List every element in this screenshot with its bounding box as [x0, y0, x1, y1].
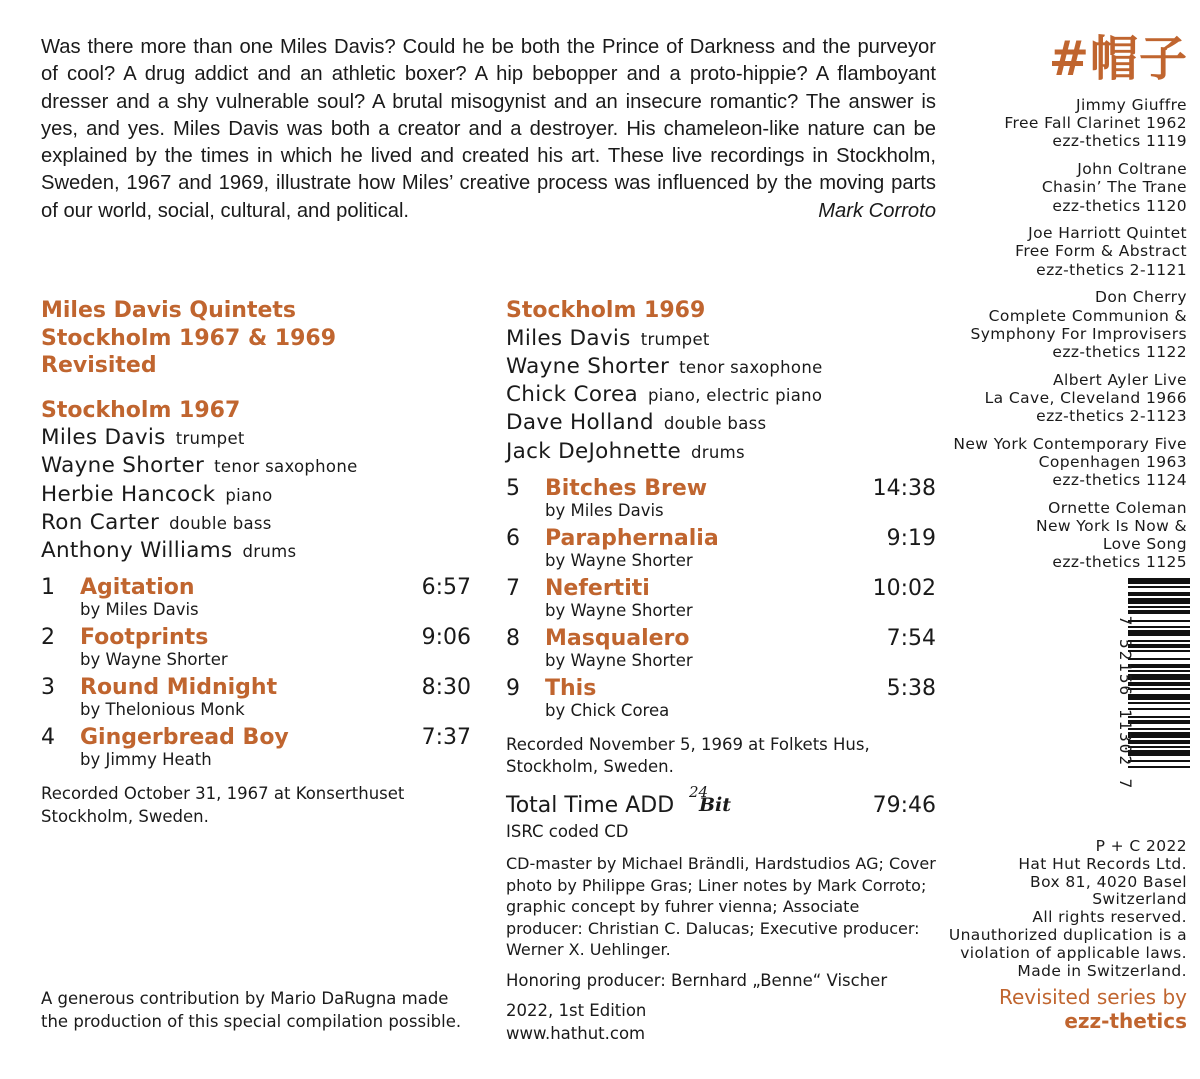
- musician-name: Wayne Shorter: [506, 353, 670, 379]
- track-composer: by Wayne Shorter: [80, 650, 228, 670]
- series-entry: [947, 499, 1187, 572]
- track-duration: 7:54: [886, 625, 936, 651]
- track-row: [41, 575, 471, 625]
- musician-name: Dave Holland: [506, 410, 654, 436]
- revisited-line-2: ezz-thetics: [1064, 1009, 1187, 1033]
- track-number: 5: [506, 475, 520, 501]
- series-catalog: ezz-thetics 1119: [1052, 132, 1187, 151]
- musician-role: trumpet: [640, 329, 710, 349]
- revisited-line-1: Revisited series by: [999, 985, 1187, 1009]
- barcode-bar: [1128, 766, 1190, 768]
- barcode-bar: [1128, 640, 1190, 642]
- barcode-bar: [1128, 586, 1190, 588]
- barcode-bar: [1128, 746, 1190, 748]
- barcode-bar: [1128, 694, 1190, 700]
- contribution-line-2: the production of this special compilation possible.: [41, 1011, 462, 1031]
- series-entry: [947, 224, 1187, 279]
- barcode-bar: [1128, 740, 1190, 744]
- track-duration: 9:19: [886, 525, 936, 551]
- credits: CD-master by Michael Brändli, Hardstudios AG; Cover photo by Philippe Gras; Liner notes by Mark Corroto; graphic concept by fuhrer vienna; Associate producer: Christian C. Dalucas; Executive producer: Werner X. Uehlinger.: [506, 854, 936, 960]
- album-title-line-2: Stockholm 1967 & 1969: [41, 325, 337, 351]
- track-duration: 6:57: [421, 575, 471, 601]
- total-time-row: [506, 782, 936, 821]
- track-row: [506, 526, 936, 576]
- musician: [506, 353, 936, 381]
- musician-name: Chick Corea: [506, 382, 638, 408]
- track-title: This: [545, 675, 597, 701]
- recorded-1967-line-1: Recorded October 31, 1967 at Konserthuset: [41, 784, 405, 804]
- musician-role: drums: [690, 442, 745, 462]
- barcode-bar: [1128, 670, 1190, 672]
- series-entry: [947, 435, 1187, 490]
- recorded-1969-line-2: Stockholm, Sweden.: [506, 757, 674, 777]
- track-number: 6: [506, 525, 520, 551]
- musician-role: piano, electric piano: [647, 386, 823, 406]
- series-title: Symphony For Improvisers: [970, 324, 1187, 343]
- track-title: Gingerbread Boy: [80, 725, 289, 751]
- musicians-1967: [41, 424, 471, 565]
- track-composer: by Wayne Shorter: [545, 650, 693, 670]
- musician-role: trumpet: [175, 429, 245, 448]
- album-title-line-3: Revisited: [41, 353, 157, 378]
- barcode-bar: [1128, 650, 1190, 652]
- series-title: Copenhagen 1963: [1038, 452, 1187, 471]
- musician: [41, 424, 471, 452]
- track-duration: 5:38: [886, 675, 936, 701]
- musician-name: Ron Carter: [41, 509, 160, 535]
- series-catalog: ezz-thetics 1125: [1052, 553, 1187, 572]
- series-artist: Albert Ayler Live: [1053, 370, 1187, 389]
- track-title: Paraphernalia: [545, 525, 719, 551]
- legal-line: Unauthorized duplication is a: [948, 925, 1187, 944]
- musician-name: Miles Davis: [41, 425, 166, 450]
- barcode-bar: [1128, 626, 1190, 628]
- bit-badge-label: Bit: [699, 793, 732, 816]
- series-title: Complete Communion &: [988, 306, 1187, 325]
- musician-role: double bass: [663, 414, 767, 434]
- musician-role: tenor saxophone: [679, 357, 823, 377]
- legal-line: Hat Hut Records Ltd.: [1018, 854, 1187, 873]
- barcode-bar: [1128, 708, 1190, 710]
- track-composer: by Thelonious Monk: [80, 700, 245, 720]
- series-catalog: ezz-thetics 2-1123: [1036, 407, 1187, 426]
- track-duration: 9:06: [421, 625, 471, 651]
- track-row: [506, 626, 936, 676]
- musician-name: Herbie Hancock: [41, 481, 216, 507]
- series-title: Chasin’ The Trane: [1041, 178, 1187, 197]
- barcode-bar: [1128, 720, 1190, 724]
- legal-line: violation of applicable laws.: [960, 943, 1187, 962]
- barcode: [1104, 576, 1190, 832]
- barcode-bar: [1128, 644, 1190, 648]
- legal-line: P + C 2022: [1095, 837, 1187, 855]
- track-title: Bitches Brew: [545, 475, 708, 501]
- track-duration: 14:38: [872, 475, 936, 501]
- series-catalog: ezz-thetics 1122: [1052, 342, 1187, 361]
- series-artist: Joe Harriott Quintet: [1028, 224, 1187, 243]
- middle-column: [506, 297, 936, 1045]
- recorded-1969-line-1: Recorded November 5, 1969 at Folkets Hus,: [506, 734, 870, 754]
- musician: [41, 481, 471, 509]
- track-duration: 7:37: [421, 725, 471, 751]
- total-time-value: 79:46: [872, 792, 936, 818]
- track-composer: by Wayne Shorter: [545, 550, 693, 570]
- barcode-bar: [1128, 688, 1190, 690]
- barcode-bar: [1128, 664, 1190, 668]
- track-number: 2: [41, 625, 55, 651]
- series-entry: [947, 160, 1187, 215]
- track-composer: by Chick Corea: [545, 700, 670, 720]
- series-title: Free Form & Abstract: [1015, 242, 1187, 261]
- musician-name: Jack DeJohnette: [506, 438, 681, 464]
- track-title: Round Midnight: [80, 675, 278, 701]
- barcode-bar: [1128, 610, 1190, 614]
- legal-line: Made in Switzerland.: [1017, 961, 1187, 980]
- barcode-bar: [1128, 760, 1190, 762]
- contribution-note: [41, 988, 471, 1033]
- musician-name: Miles Davis: [506, 325, 631, 351]
- musician: [506, 325, 936, 353]
- album-title-line-1: Miles Davis Quintets: [41, 298, 297, 323]
- stockholm-1969-heading: Stockholm 1969: [506, 298, 706, 323]
- musician-role: tenor saxophone: [214, 457, 358, 477]
- legal-block: [947, 838, 1187, 980]
- track-composer: by Jimmy Heath: [80, 750, 212, 770]
- legal-line: All rights reserved.: [1032, 908, 1187, 927]
- honoring-producer: Honoring producer: Bernhard „Benne“ Vischer: [506, 970, 888, 990]
- barcode-bar: [1128, 750, 1190, 756]
- track-number: 9: [506, 675, 520, 701]
- musician-role: piano: [225, 485, 273, 505]
- track-composer: by Miles Davis: [545, 500, 664, 520]
- barcode-bar: [1128, 578, 1190, 584]
- recorded-1969: [506, 734, 936, 779]
- track-number: 4: [41, 725, 55, 751]
- track-title: Nefertiti: [545, 575, 650, 601]
- track-composer: by Miles Davis: [80, 600, 199, 620]
- track-number: 8: [506, 625, 520, 651]
- track-row: [506, 576, 936, 626]
- series-catalog: ezz-thetics 1124: [1052, 471, 1187, 490]
- musician: [506, 438, 936, 466]
- legal-line: Switzerland: [1092, 890, 1187, 909]
- barcode-bar: [1128, 674, 1190, 680]
- track-number: 3: [41, 675, 55, 701]
- series-title: Love Song: [1102, 535, 1187, 554]
- track-title: Masqualero: [545, 625, 690, 651]
- barcode-bar: [1128, 682, 1190, 686]
- barcode-bar: [1128, 592, 1190, 596]
- recorded-1967-line-2: Stockholm, Sweden.: [41, 806, 209, 826]
- tracklist-1967: [41, 575, 471, 775]
- track-duration: 10:02: [872, 575, 936, 601]
- musician: [41, 537, 471, 565]
- tracklist-1969: [506, 476, 936, 726]
- barcode-bar: [1128, 716, 1190, 718]
- track-row: [506, 476, 936, 526]
- track-row: [41, 625, 471, 675]
- track-number: 7: [506, 575, 520, 601]
- series-title: New York Is Now &: [1035, 517, 1187, 536]
- series-artist: Don Cherry: [1095, 288, 1187, 307]
- barcode-bar: [1128, 728, 1190, 730]
- track-row: [506, 676, 936, 726]
- track-number: 1: [41, 575, 55, 601]
- intro-author: Mark Corroto: [818, 199, 936, 222]
- track-composer: by Wayne Shorter: [545, 600, 693, 620]
- barcode-bar: [1128, 732, 1190, 738]
- series-artist: John Coltrane: [1077, 160, 1187, 179]
- intro-text: Was there more than one Miles Davis? Could he be both the Prince of Darkness and the purveyor of cool? A drug addict and an athletic boxer? A hip bebopper and a proto-hippie? A flamboyant dresser and a shy vulnerable soul? A brutal misogynist and an insecure romantic? The answer is yes, and yes. Miles Davis was both a creator and a destroyer. His chameleon-like nature can be explained by the times in which he lived and created his art. These live recordings in Stockholm, Sweden, 1967 and 1969, illustrate how Miles’ creative process was influenced by the moving parts of our world, social, cultural, and political.: [41, 36, 936, 222]
- recorded-1967: [41, 783, 471, 828]
- intro-paragraph: [41, 34, 936, 225]
- musician-name: Anthony Williams: [41, 538, 233, 564]
- revisited-series: [999, 985, 1187, 1033]
- stockholm-1967-heading: Stockholm 1967: [41, 397, 241, 423]
- musician-role: double bass: [169, 513, 272, 533]
- contribution-line-1: A generous contribution by Mario DaRugna made: [41, 989, 449, 1008]
- track-title: Footprints: [80, 625, 209, 651]
- musician: [41, 452, 471, 480]
- barcode-bar: [1128, 630, 1190, 636]
- series-entry: [947, 288, 1187, 361]
- barcode-digits: 7 52156 11302 7: [1116, 615, 1135, 791]
- musician-role: drums: [242, 542, 297, 562]
- left-column: [41, 297, 471, 828]
- track-title: Agitation: [80, 575, 195, 601]
- series-title: La Cave, Cleveland 1966: [984, 388, 1187, 407]
- series-entry: [947, 96, 1187, 151]
- bit-badge-number: 24: [689, 782, 709, 801]
- series-title: Free Fall Clarinet 1962: [1004, 114, 1187, 133]
- barcode-bar: [1128, 620, 1190, 622]
- musician: [506, 409, 936, 437]
- series-artist: Ornette Coleman: [1048, 498, 1187, 517]
- musician-name: Wayne Shorter: [41, 453, 205, 479]
- musicians-1969: [506, 325, 936, 466]
- musician: [41, 509, 471, 537]
- isrc-note: ISRC coded CD: [506, 821, 629, 841]
- legal-line: Box 81, 4020 Basel: [1030, 872, 1187, 891]
- barcode-bar: [1128, 702, 1190, 704]
- barcode-bar: [1128, 658, 1190, 660]
- total-time-label: Total Time ADD: [506, 792, 675, 818]
- series-artist: New York Contemporary Five: [953, 434, 1187, 453]
- track-duration: 8:30: [421, 675, 471, 701]
- barcode-bar: [1128, 606, 1190, 608]
- series-catalog: ezz-thetics 2-1121: [1036, 260, 1187, 279]
- series-entry: [947, 371, 1187, 426]
- hathut-logo: #帽子: [1048, 31, 1188, 87]
- series-list: [947, 96, 1187, 581]
- edition: 2022, 1st Edition: [506, 1001, 647, 1021]
- musician: [506, 381, 936, 409]
- website-link[interactable]: www.hathut.com: [506, 1023, 646, 1043]
- series-catalog: ezz-thetics 1120: [1052, 196, 1187, 215]
- series-artist: Jimmy Giuffre: [1076, 96, 1187, 114]
- barcode-bar: [1128, 598, 1190, 604]
- track-row: [41, 675, 471, 725]
- track-row: [41, 725, 471, 775]
